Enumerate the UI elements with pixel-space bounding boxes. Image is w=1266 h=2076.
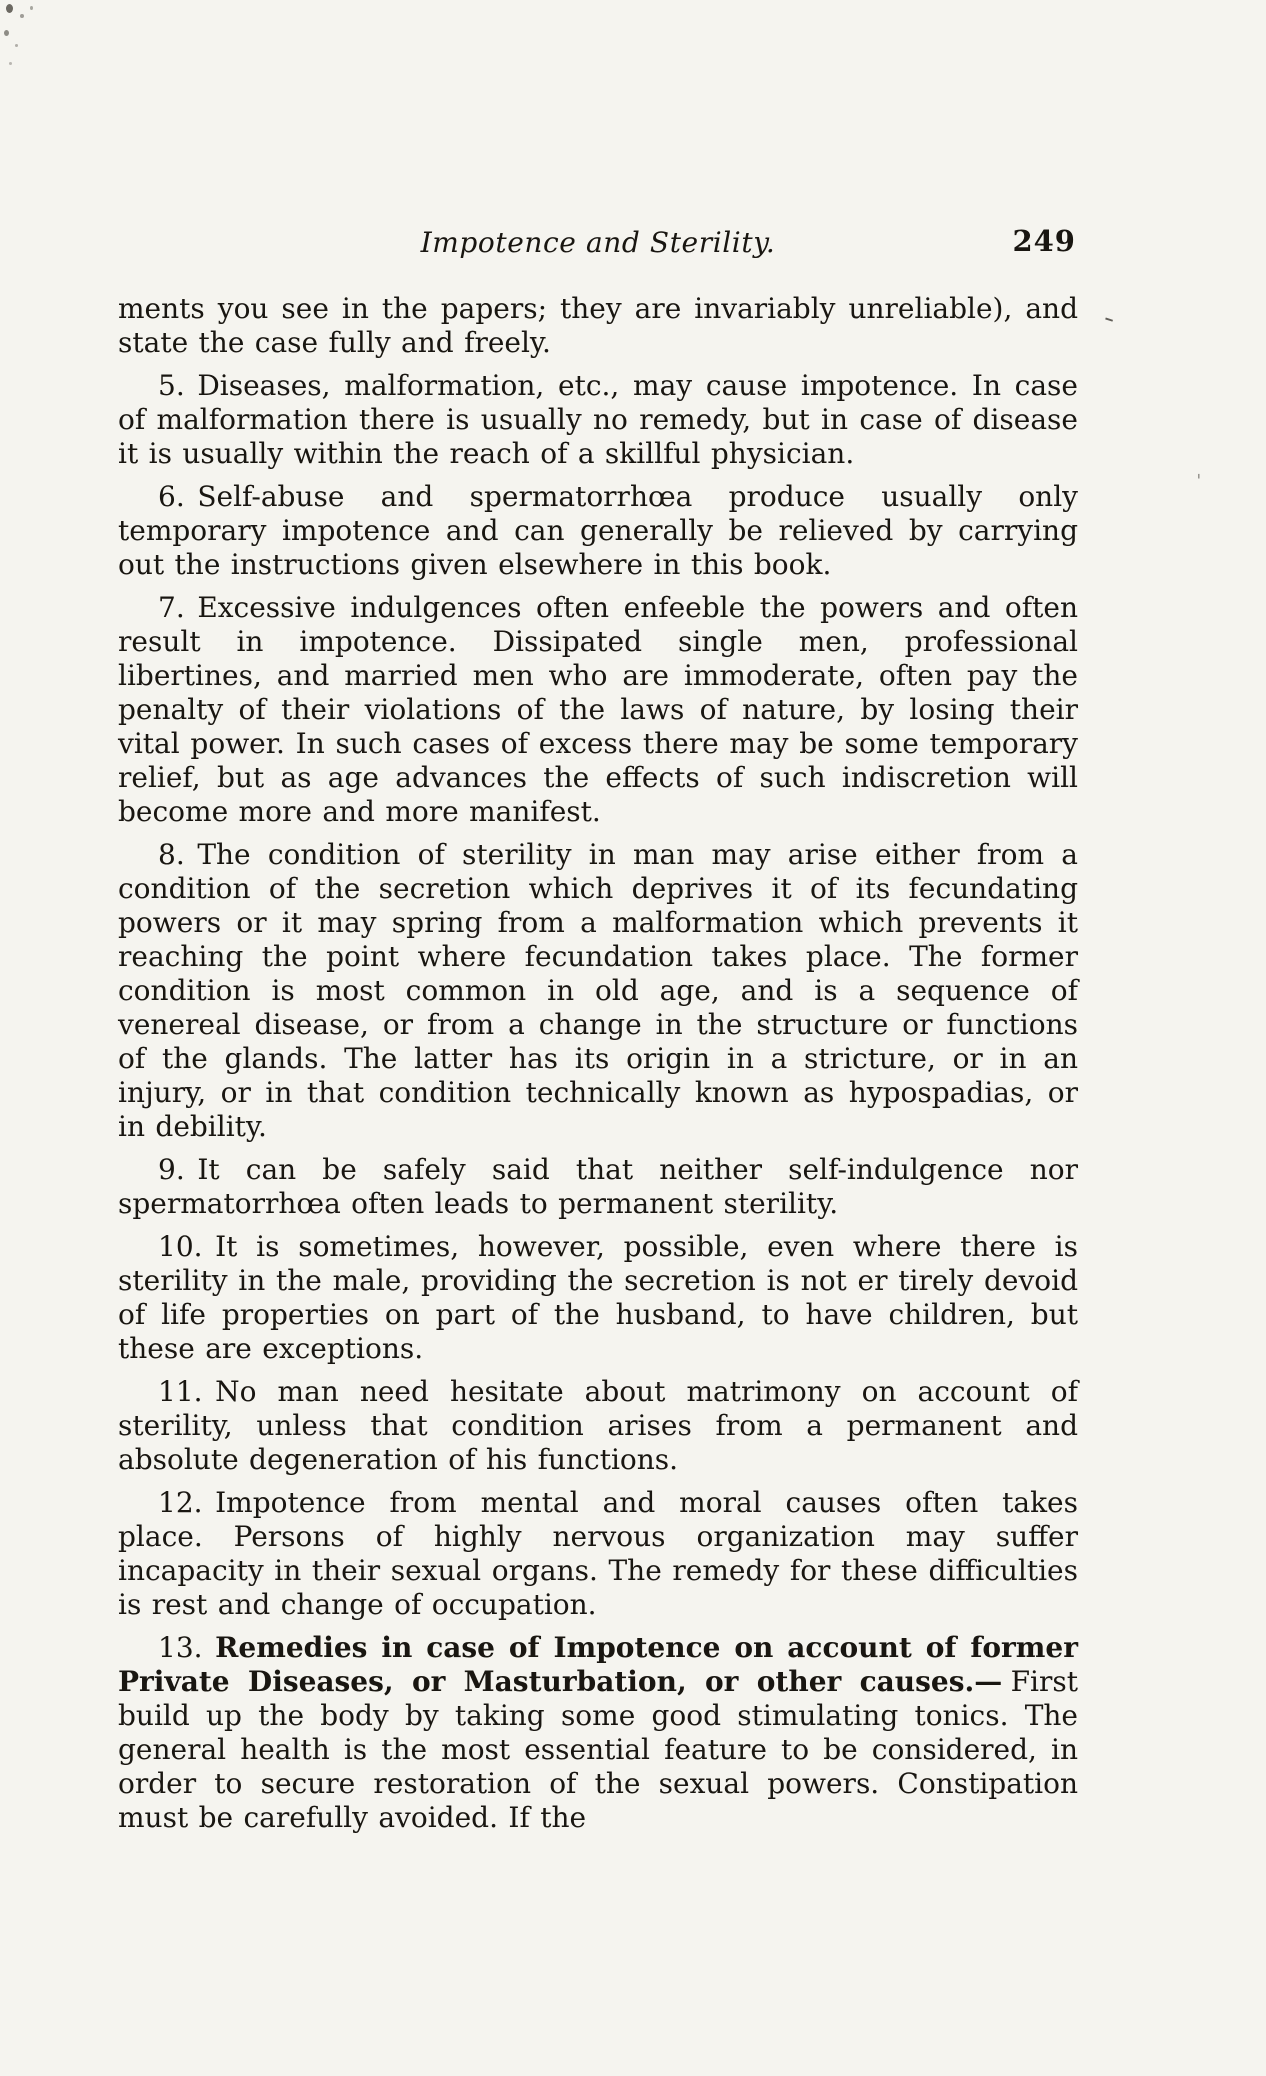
running-head: [118, 226, 1078, 266]
paragraph-text: Self-abuse and spermatorrhœa produce usually only temporary impotence and can generally be relieved by carrying out the instructions given elsewhere in this book.: [118, 480, 1078, 581]
paragraph-6: [118, 480, 1078, 582]
paragraph-number: 6.: [158, 480, 185, 513]
paragraph-text: It is sometimes, however, possible, even where there is sterility in the male, providing the secretion is not er tirely devoid of life properties on part of the husband, to have children, but these are exceptions.: [118, 1230, 1078, 1365]
paragraph-text: Impotence from mental and moral causes often takes place. Persons of highly nervous organization may suffer incapacity in their sexual organs. The remedy for these difficulties is rest and change of occupation.: [118, 1486, 1078, 1621]
scan-speckle: [4, 30, 9, 36]
paragraph-text: Excessive indulgences often enfeeble the powers and often result in impotence. Dissipated single men, professional libertines, and married men who are immoderate, often pay the penalty of their violations of the laws of nature, by losing their vital power. In such cases of excess there may be some temporary relief, but as age advances the effects of such indiscretion will become more and more manifest.: [118, 591, 1078, 828]
paragraph-text: No man need hesitate about matrimony on account of sterility, unless that condition arises from a permanent and absolute degeneration of his functions.: [118, 1375, 1078, 1476]
scan-speckle: [30, 6, 33, 10]
scan-speckle: [6, 4, 13, 13]
paragraph-10: [118, 1230, 1078, 1366]
paragraph-text: Diseases, malformation, etc., may cause impotence. In case of malformation there is usually no remedy, but in case of disease it is usually within the reach of a skillful physician.: [118, 369, 1078, 470]
paragraph-bold-lead: Remedies in case of Impotence on account of former Private Diseases, or Masturbation, or other causes.—: [118, 1631, 1078, 1698]
paragraph-9: [118, 1153, 1078, 1221]
paragraph-number: 5.: [158, 369, 185, 402]
paragraph-text: The condition of sterility in man may arise either from a condition of the secretion which deprives it of its fecundating powers or it may spring from a malformation which prevents it reaching the point where fecundation takes place. The former condition is most common in old age, and is a sequence of venereal disease, or from a change in the structure or functions of the glands. The latter has its origin in a stricture, or in an injury, or in that condition technically known as hypospadias, or in debility.: [118, 838, 1078, 1143]
paragraph-text: It can be safely said that neither self-indulgence nor spermatorrhœa often leads to permanent sterility.: [118, 1153, 1078, 1220]
paragraph-13: [118, 1631, 1078, 1835]
paragraph-text: ments you see in the papers; they are invariably unreliable), and state the case fully and freely.: [118, 292, 1078, 359]
paragraph-number: 12.: [158, 1486, 203, 1519]
paragraph-number: 7.: [158, 591, 185, 624]
scan-speckle: [15, 44, 18, 47]
book-page: [118, 226, 1078, 1844]
paragraph-number: 8.: [158, 838, 185, 871]
paragraph-5: [118, 369, 1078, 471]
scan-speckle: [20, 14, 24, 18]
scan-speckle: [9, 62, 12, 65]
scan-margin-mark: ˍ: [1101, 292, 1124, 326]
paragraph-number: 9.: [158, 1153, 185, 1186]
paragraph-7: [118, 591, 1078, 829]
paragraph-12: [118, 1486, 1078, 1622]
paragraph-number: 11.: [158, 1375, 203, 1408]
paragraph-text: First build up the body by taking some good stimulating tonics. The general health is the most essential feature to be considered, in order to secure restoration of the sexual powers. Constipation must be carefully avoided. If the: [118, 1665, 1078, 1834]
scan-margin-mark: ˈ: [1196, 470, 1202, 494]
paragraph-number: 10.: [158, 1230, 203, 1263]
paragraph-continuation: [118, 292, 1078, 360]
paragraph-11: [118, 1375, 1078, 1477]
paragraph-8: [118, 838, 1078, 1144]
page-number: 249: [1012, 224, 1076, 258]
paragraph-number: 13.: [158, 1631, 203, 1664]
running-head-title: Impotence and Sterility.: [420, 226, 776, 259]
